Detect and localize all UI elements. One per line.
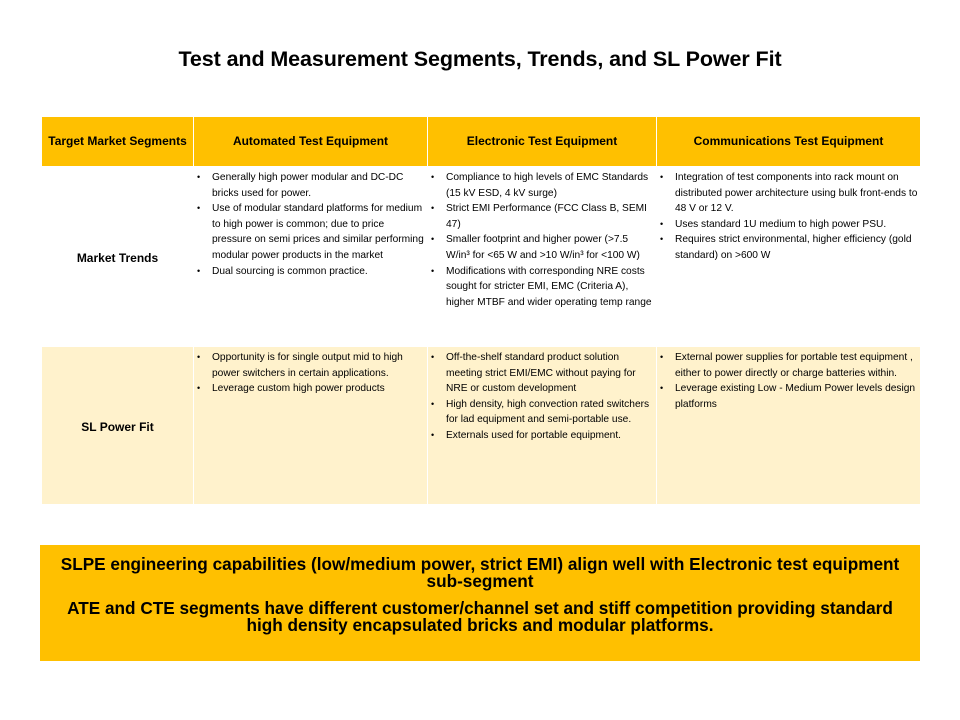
bullet-list <box>428 170 656 310</box>
cell-trends-ete <box>428 167 657 347</box>
row-label-sl-power-fit: SL Power Fit <box>42 347 194 505</box>
bullet-item: • High density, high convection rated switchers for lad equipment and semi-portable use. <box>428 397 656 428</box>
bullet-item: • Strict EMI Performance (FCC Class B, SEMI 47) <box>428 201 656 232</box>
summary-line-1: SLPE engineering capabilities (low/medium power, strict EMI) align well with Electronic test equipment sub-segment <box>60 554 900 591</box>
bullet-item: • Compliance to high levels of EMC Standards (15 kV ESD, 4 kV surge) <box>428 170 656 201</box>
header-target-market-segments: Target Market Segments <box>42 117 194 167</box>
header-electronic-test-equipment: Electronic Test Equipment <box>428 117 657 167</box>
cell-fit-ate <box>194 347 428 505</box>
bullet-list <box>657 350 920 412</box>
sl-power-fit-row <box>42 347 921 505</box>
cell-trends-cte <box>657 167 921 347</box>
row-label-market-trends: Market Trends <box>42 167 194 347</box>
bullet-item: • Use of modular standard platforms for medium to high power is common; due to price pressure on semi prices and similar performing modular power products in the market <box>194 201 427 263</box>
bullet-item: • Generally high power modular and DC-DC bricks used for power. <box>194 170 427 201</box>
bullet-list <box>428 350 656 444</box>
bullet-item: • Dual sourcing is common practice. <box>194 264 427 280</box>
bullet-item: • Uses standard 1U medium to high power PSU. <box>657 217 920 233</box>
segments-table <box>41 116 921 505</box>
bullet-list <box>194 170 427 279</box>
slide-title: Test and Measurement Segments, Trends, and SL Power Fit <box>178 47 782 71</box>
cell-fit-ete <box>428 347 657 505</box>
bullet-item: • Off-the-shelf standard product solution meeting strict EMI/EMC without paying for NRE or custom development <box>428 350 656 397</box>
cell-fit-cte <box>657 347 921 505</box>
bullet-item: • Modifications with corresponding NRE costs sought for stricter EMI, EMC (Criteria A), higher MTBF and wider operating temp range <box>428 264 656 311</box>
bullet-item: • Leverage custom high power products <box>194 381 427 397</box>
bullet-item: • Integration of test components into rack mount on distributed power architecture using bulk front-ends to 48 V or 12 V. <box>657 170 920 217</box>
bullet-list <box>194 350 427 397</box>
market-trends-row <box>42 167 921 347</box>
cell-trends-ate <box>194 167 428 347</box>
bullet-item: • Opportunity is for single output mid to high power switchers in certain applications. <box>194 350 427 381</box>
bullet-item: • External power supplies for portable test equipment , either to power directly or charge batteries within. <box>657 350 920 381</box>
bullet-item: • Externals used for portable equipment. <box>428 428 656 444</box>
summary-line-2: ATE and CTE segments have different customer/channel set and stiff competition providing standard high density encapsulated bricks and modular platforms. <box>67 598 893 635</box>
header-communications-test-equipment: Communications Test Equipment <box>657 117 921 167</box>
summary-box <box>40 545 920 661</box>
table-header-row <box>42 117 921 167</box>
bullet-item: • Smaller footprint and higher power (>7.5 W/in³ for <65 W and >10 W/in³ for <100 W) <box>428 232 656 263</box>
bullet-list <box>657 170 920 264</box>
bullet-item: • Requires strict environmental, higher efficiency (gold standard) on >600 W <box>657 232 920 263</box>
header-automated-test-equipment: Automated Test Equipment <box>194 117 428 167</box>
bullet-item: • Leverage existing Low - Medium Power levels design platforms <box>657 381 920 412</box>
